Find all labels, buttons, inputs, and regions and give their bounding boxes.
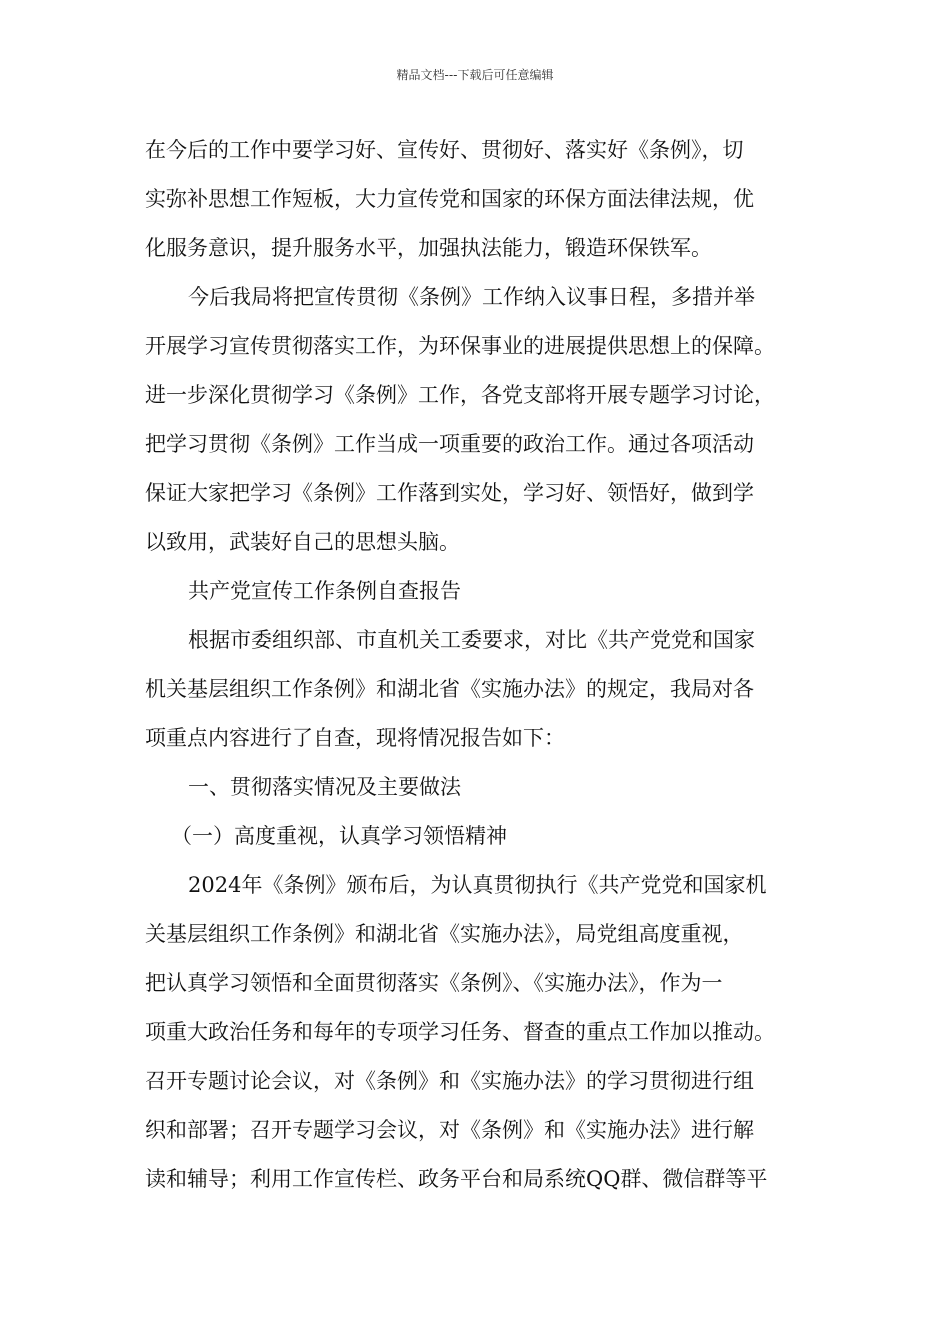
text-line: 把认真学习领悟和全面贯彻落实《条例》、《实施办法》，作为一 (145, 971, 723, 995)
document-body (145, 133, 815, 1211)
subsection-heading: （一）高度重视，认真学习领悟精神 (171, 824, 507, 848)
text-line: 机关基层组织工作条例》和湖北省《实施办法》的规定，我局对各 (145, 677, 754, 701)
text-line: 实弥补思想工作短板，大力宣传党和国家的环保方面法律法规，优 (145, 187, 754, 211)
text-line: 今后我局将把宣传贯彻《条例》工作纳入议事日程，多措并举 (188, 285, 755, 309)
section-title: 共产党宣传工作条例自查报告 (188, 579, 461, 603)
text-line: 开展学习宣传贯彻落实工作，为环保事业的进展提供思想上的保障。 (145, 334, 775, 358)
page-header: 精品文档---下载后可任意编辑 (396, 68, 554, 82)
text-line: 以致用，武装好自己的思想头脑。 (145, 530, 460, 554)
text-line: 根据市委组织部、市直机关工委要求，对比《共产党党和国家 (188, 628, 755, 652)
text-line: 进一步深化贯彻学习《条例》工作，各党支部将开展专题学习讨论， (145, 383, 775, 407)
text-line: 关基层组织工作条例》和湖北省《实施办法》，局党组高度重视， (145, 922, 744, 946)
text-line: 读和辅导；利用工作宣传栏、政务平台和局系统QQ群、微信群等平 (145, 1167, 768, 1191)
text-line: 项重点内容进行了自查，现将情况报告如下： (145, 726, 565, 750)
text-line: 项重大政治任务和每年的专项学习任务、督查的重点工作加以推动。 (145, 1020, 775, 1044)
section-heading: 一、贯彻落实情况及主要做法 (188, 775, 461, 799)
text-line: 召开专题讨论会议，对《条例》和《实施办法》的学习贯彻进行组 (145, 1069, 754, 1093)
text-line: 在今后的工作中要学习好、宣传好、贯彻好、落实好《条例》，切 (145, 138, 744, 162)
text-line: 把学习贯彻《条例》工作当成一项重要的政治工作。通过各项活动 (145, 432, 754, 456)
text-line: 保证大家把学习《条例》工作落到实处，学习好、领悟好，做到学 (145, 481, 754, 505)
text-line: 2024年《条例》颁布后，为认真贯彻执行《共产党党和国家机 (188, 873, 767, 897)
text-line: 织和部署；召开专题学习会议，对《条例》和《实施办法》进行解 (145, 1118, 754, 1142)
text-line: 化服务意识，提升服务水平，加强执法能力，锻造环保铁军。 (145, 236, 712, 260)
